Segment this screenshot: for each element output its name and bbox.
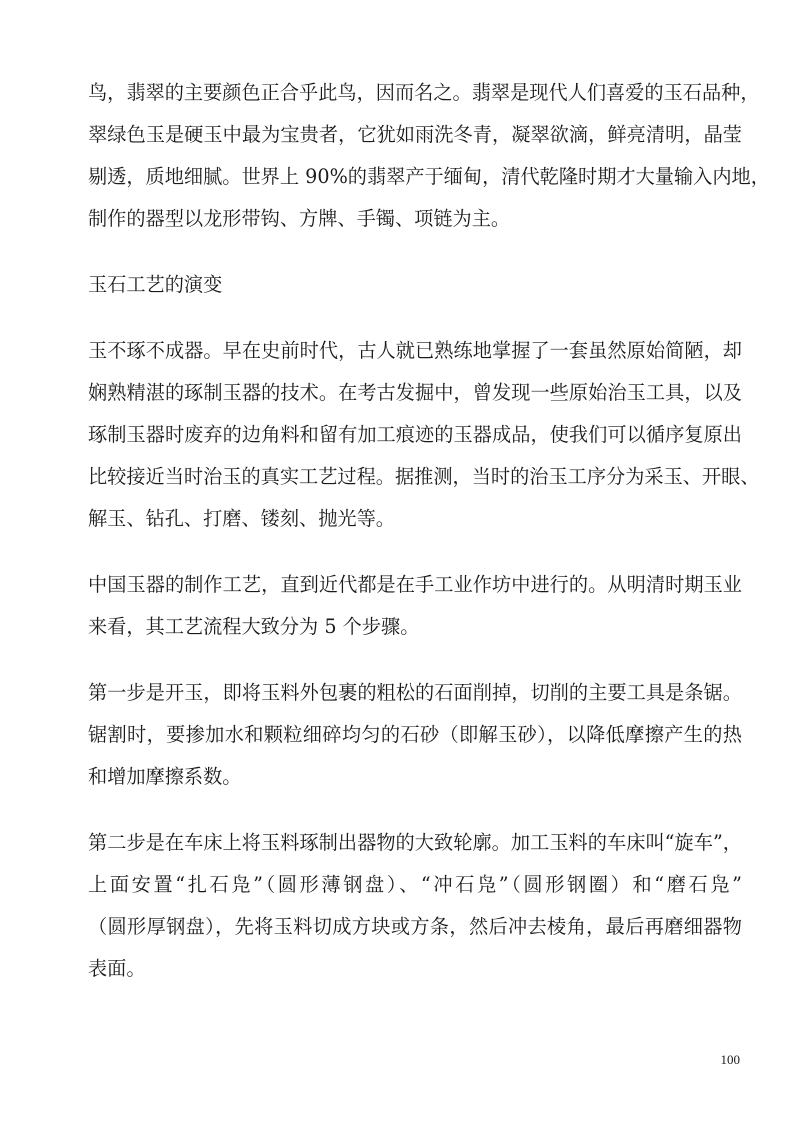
paragraph-jadeite-origin xyxy=(88,72,770,240)
text-line: 解玉、钻孔、打磨、镂刻、抛光等。 xyxy=(88,507,395,530)
text-line: 娴熟精湛的琢制玉器的技术。在考古发掘中，曾发现一些原始治玉工具，以及 xyxy=(88,381,742,404)
text-line: 和增加摩擦系数。 xyxy=(88,765,242,788)
text-line: 琢制玉器时废弃的边角料和留有加工痕迹的玉器成品，使我们可以循序复原出 xyxy=(88,423,742,446)
text-line: 玉不琢不成器。早在史前时代，古人就已熟练地掌握了一套虽然原始简陋，却 xyxy=(88,339,742,362)
document-page xyxy=(88,72,770,1014)
paragraph-ancient-techniques xyxy=(88,330,760,540)
paragraph-step-two xyxy=(88,822,742,990)
text-line: 制作的器型以龙形带钩、方牌、手镯、项链为主。 xyxy=(88,207,511,230)
paragraph-workshop-process xyxy=(88,564,742,648)
section-heading xyxy=(88,264,742,306)
text-line: 翠绿色玉是硬玉中最为宝贵者，它犹如雨洗冬青，凝翠欲滴，鲜亮清明，晶莹 xyxy=(88,123,742,146)
page-number: 100 xyxy=(720,1052,740,1067)
text-line: 剔透，质地细腻。世界上 90%的翡翠产于缅甸，清代乾隆时期才大量输入内地， xyxy=(88,165,770,188)
paragraph-step-one xyxy=(88,672,742,798)
text-line: 来看，其工艺流程大致分为 5 个步骤。 xyxy=(88,615,420,638)
text-line: 鸟，翡翠的主要颜色正合乎此鸟，因而名之。翡翠是现代人们喜爱的玉石品种， xyxy=(88,81,760,104)
text-line: 第一步是开玉，即将玉料外包裹的粗松的石面削掉，切削的主要工具是条锯。 xyxy=(88,681,742,704)
text-line: （圆形厚钢盘），先将玉料切成方块或方条，然后冲去棱角，最后再磨细器物 xyxy=(88,915,742,938)
text-line: 上面安置“扎石凫”（圆形薄钢盘）、“冲石凫”（圆形钢圈）和“磨石凫” xyxy=(88,873,742,896)
text-line: 表面。 xyxy=(88,957,146,980)
text-line: 锯割时，要掺加水和颗粒细碎均匀的石砂（即解玉砂），以降低摩擦产生的热 xyxy=(88,723,742,746)
text-line: 中国玉器的制作工艺，直到近代都是在手工业作坊中进行的。从明清时期玉业 xyxy=(88,573,742,596)
text-line: 第二步是在车床上将玉料琢制出器物的大致轮廓。加工玉料的车床叫“旋车”， xyxy=(88,831,742,854)
text-line: 比较接近当时治玉的真实工艺过程。据推测，当时的治玉工序分为采玉、开眼、 xyxy=(88,465,760,488)
section-heading-text: 玉石工艺的演变 xyxy=(88,273,223,296)
